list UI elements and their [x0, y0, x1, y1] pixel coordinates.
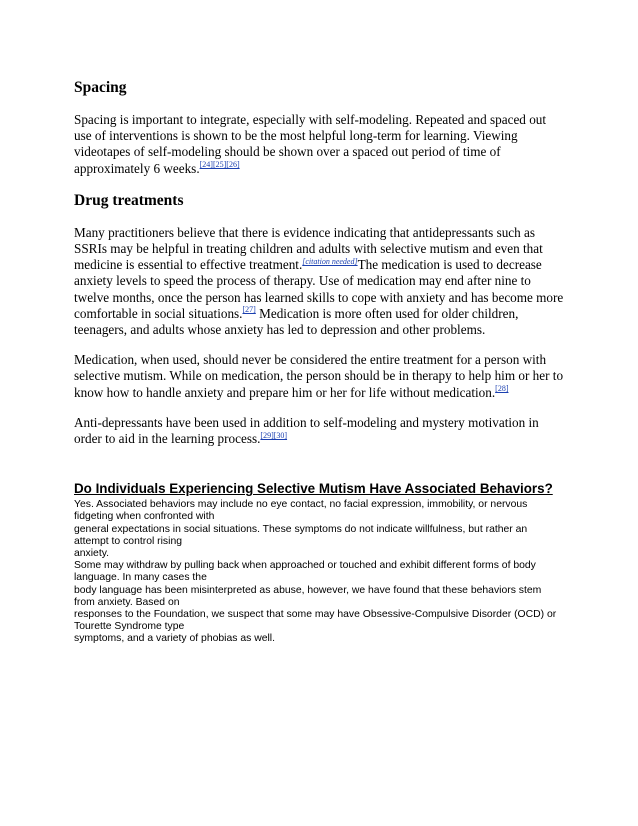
- behaviors-line: responses to the Foundation, we suspect that some may have Obsessive-Compulsive Disorder (OCD) or: [74, 609, 557, 621]
- behaviors-line: attempt to control rising: [74, 535, 182, 547]
- drug-p1-text-a: Many practitioners believe that there is evidence indicating that antidepressants such as SSRIs may be helpful in treating children and adults with selective mutism and even that medicine is essential to effective treatment.: [74, 224, 543, 273]
- behaviors-line: anxiety.: [74, 548, 110, 560]
- citation-27-link[interactable]: [27]: [242, 305, 256, 315]
- spacing-citation-link[interactable]: [24][25][26]: [199, 160, 240, 170]
- behaviors-line: fidgeting when confronted with: [74, 511, 215, 523]
- behaviors-line: Yes. Associated behaviors may include no eye contact, no facial expression, immobility, or nervous: [74, 499, 528, 511]
- behaviors-line: body language has been misinterpreted as abuse, however, we have found that these behaviors stem: [74, 584, 542, 596]
- behaviors-line: Some may withdraw by pulling back when approached or touched and exhibit different forms of body: [74, 560, 536, 572]
- drug-paragraph-3: [74, 415, 566, 447]
- behaviors-heading: Do Individuals Experiencing Selective Mutism Have Associated Behaviors?: [74, 481, 553, 497]
- drug-p1-text-c: Medication is more often used for older children, teenagers, and adults whose anxiety has led to depression and other problems.: [74, 305, 519, 338]
- behaviors-section: [74, 481, 566, 645]
- behaviors-line: from anxiety. Based on: [74, 596, 180, 608]
- drug-p1-text-b: The medication is used to decrease anxiety levels to speed the process of therapy. Use of medication may end after nine to twelve months, once the person has learned skills to cope with anxiety and has become more comfortable in social situations.: [74, 257, 564, 321]
- drug-paragraph-2: [74, 352, 566, 401]
- citation-needed-link[interactable]: [302, 257, 357, 266]
- spacing-heading: Spacing: [74, 79, 127, 96]
- behaviors-line: symptoms, and a variety of phobias as well.: [74, 633, 275, 645]
- citation-needed-text: [citation needed]: [302, 256, 358, 266]
- drug-treatments-heading: Drug treatments: [74, 191, 184, 209]
- spacing-text: Spacing is important to integrate, especially with self-modeling. Repeated and spaced out use of interventions is shown to be the most helpful long-term for learning. Viewing videotapes of self-modeling should be shown over a spaced out period of time of approximately 6 weeks.: [74, 112, 547, 176]
- behaviors-line: language. In many cases the: [74, 572, 207, 584]
- drug-p3-text: Anti-depressants have been used in addition to self-modeling and mystery motivation in order to aid in the learning process.: [74, 414, 539, 447]
- spacing-paragraph: [74, 112, 566, 177]
- document-page: [74, 70, 566, 646]
- drug-paragraph-1: [74, 225, 566, 338]
- citation-29-30-link[interactable]: [29][30]: [260, 430, 288, 440]
- drug-p2-text: Medication, when used, should never be considered the entire treatment for a person with selective mutism. While on medication, the person should be in therapy to help him or her to know how to handle anxiety and prepare him or her for life without medication.: [74, 352, 564, 400]
- behaviors-line: Tourette Syndrome type: [74, 621, 185, 633]
- citation-28-link[interactable]: [28]: [495, 384, 509, 394]
- behaviors-line: general expectations in social situations. These symptoms do not indicate willfulness, but rather an: [74, 523, 528, 535]
